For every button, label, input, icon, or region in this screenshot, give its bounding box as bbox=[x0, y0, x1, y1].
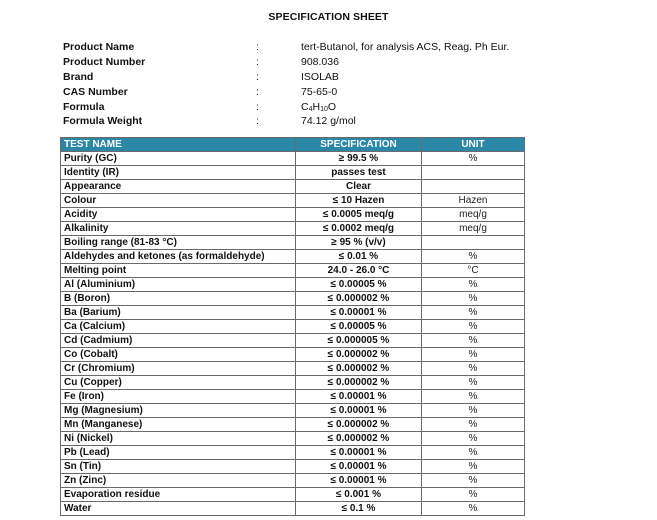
specification-cell: ≤ 0.00005 % bbox=[296, 278, 422, 292]
unit-cell: °C bbox=[422, 264, 525, 278]
table-row bbox=[61, 488, 525, 502]
unit-cell: % bbox=[422, 292, 525, 306]
test-name-cell: Ni (Nickel) bbox=[61, 432, 296, 446]
table-header-row bbox=[61, 138, 525, 152]
test-name-cell: Cd (Cadmium) bbox=[61, 334, 296, 348]
product-name-value: tert-Butanol, for analysis ACS, Reag. Ph Eur. bbox=[301, 41, 510, 54]
unit-cell: % bbox=[422, 334, 525, 348]
unit-cell: % bbox=[422, 418, 525, 432]
table-row bbox=[61, 320, 525, 334]
unit-cell: % bbox=[422, 390, 525, 404]
test-name-cell: Water bbox=[61, 502, 296, 516]
table-row bbox=[61, 474, 525, 488]
info-label: Product Name bbox=[63, 41, 135, 54]
specification-cell: passes test bbox=[296, 166, 422, 180]
unit-cell: % bbox=[422, 278, 525, 292]
test-name-cell: B (Boron) bbox=[61, 292, 296, 306]
specification-cell: Clear bbox=[296, 180, 422, 194]
specification-cell: ≤ 0.000002 % bbox=[296, 348, 422, 362]
test-name-cell: Evaporation residue bbox=[61, 488, 296, 502]
unit-cell: Hazen bbox=[422, 194, 525, 208]
specification-cell: ≤ 0.0002 meq/g bbox=[296, 222, 422, 236]
specification-cell: ≤ 0.00001 % bbox=[296, 446, 422, 460]
column-header-unit: UNIT bbox=[422, 138, 525, 152]
specification-cell: ≤ 0.000002 % bbox=[296, 376, 422, 390]
specification-cell: 24.0 - 26.0 °C bbox=[296, 264, 422, 278]
product-number-row bbox=[63, 55, 509, 70]
specification-cell: ≥ 99.5 % bbox=[296, 152, 422, 166]
info-label: CAS Number bbox=[63, 85, 128, 98]
unit-cell bbox=[422, 236, 525, 250]
unit-cell: % bbox=[422, 152, 525, 166]
column-header-specification: SPECIFICATION bbox=[296, 138, 422, 152]
specification-cell: ≤ 0.0005 meq/g bbox=[296, 208, 422, 222]
formula-subscript: 10 bbox=[320, 105, 328, 113]
cas-number-row bbox=[63, 84, 509, 99]
table-body bbox=[61, 152, 525, 516]
table-row bbox=[61, 250, 525, 264]
info-separator: : bbox=[256, 41, 259, 54]
test-name-cell: Acidity bbox=[61, 208, 296, 222]
table-row bbox=[61, 446, 525, 460]
cas-number-value: 75-65-0 bbox=[301, 85, 338, 98]
brand-row bbox=[63, 70, 509, 85]
document-title: SPECIFICATION SHEET bbox=[268, 11, 389, 23]
test-name-cell: Aldehydes and ketones (as formaldehyde) bbox=[61, 250, 296, 264]
test-name-cell: Al (Aluminium) bbox=[61, 278, 296, 292]
specification-cell: ≤ 0.00001 % bbox=[296, 474, 422, 488]
test-name-cell: Cu (Copper) bbox=[61, 376, 296, 390]
info-label: Product Number bbox=[63, 56, 146, 69]
specification-cell: ≤ 0.00005 % bbox=[296, 320, 422, 334]
unit-cell: % bbox=[422, 376, 525, 390]
formula-part: H bbox=[312, 100, 321, 113]
info-label: Brand bbox=[63, 70, 94, 83]
unit-cell: % bbox=[422, 250, 525, 264]
info-label: Formula Weight bbox=[63, 115, 143, 128]
specification-cell: ≤ 0.000002 % bbox=[296, 432, 422, 446]
table-row bbox=[61, 502, 525, 516]
specification-cell: ≤ 0.000002 % bbox=[296, 418, 422, 432]
product-info bbox=[63, 40, 509, 129]
table-row bbox=[61, 166, 525, 180]
table-row bbox=[61, 460, 525, 474]
specification-cell: ≤ 0.00001 % bbox=[296, 306, 422, 320]
specification-cell: ≤ 0.01 % bbox=[296, 250, 422, 264]
unit-cell bbox=[422, 180, 525, 194]
test-name-cell: Identity (IR) bbox=[61, 166, 296, 180]
product-name-row bbox=[63, 40, 509, 55]
formula-row bbox=[63, 99, 509, 114]
test-name-cell: Alkalinity bbox=[61, 222, 296, 236]
table-row bbox=[61, 194, 525, 208]
table-row bbox=[61, 334, 525, 348]
specification-cell: ≤ 0.001 % bbox=[296, 488, 422, 502]
specification-cell: ≤ 0.000002 % bbox=[296, 362, 422, 376]
table-row bbox=[61, 278, 525, 292]
unit-cell: % bbox=[422, 474, 525, 488]
table-row bbox=[61, 180, 525, 194]
specification-cell: ≤ 0.1 % bbox=[296, 502, 422, 516]
unit-cell: % bbox=[422, 404, 525, 418]
test-name-cell: Mg (Magnesium) bbox=[61, 404, 296, 418]
table-row bbox=[61, 208, 525, 222]
test-name-cell: Zn (Zinc) bbox=[61, 474, 296, 488]
test-name-cell: Co (Cobalt) bbox=[61, 348, 296, 362]
test-name-cell: Melting point bbox=[61, 264, 296, 278]
specification-table bbox=[60, 137, 525, 516]
table-row bbox=[61, 418, 525, 432]
specification-cell: ≤ 0.00001 % bbox=[296, 404, 422, 418]
table-row bbox=[61, 306, 525, 320]
specification-cell: ≤ 0.000002 % bbox=[296, 292, 422, 306]
test-name-cell: Cr (Chromium) bbox=[61, 362, 296, 376]
specification-cell: ≤ 0.00001 % bbox=[296, 390, 422, 404]
brand-value: ISOLAB bbox=[301, 70, 339, 83]
test-name-cell: Mn (Manganese) bbox=[61, 418, 296, 432]
unit-cell bbox=[422, 166, 525, 180]
table-row bbox=[61, 376, 525, 390]
unit-cell: % bbox=[422, 460, 525, 474]
test-name-cell: Ca (Calcium) bbox=[61, 320, 296, 334]
table-row bbox=[61, 264, 525, 278]
info-separator: : bbox=[256, 85, 259, 98]
test-name-cell: Boiling range (81-83 °C) bbox=[61, 236, 296, 250]
formula-subscript: 4 bbox=[308, 105, 313, 113]
unit-cell: % bbox=[422, 446, 525, 460]
formula-weight-value: 74.12 g/mol bbox=[301, 115, 356, 128]
unit-cell: % bbox=[422, 320, 525, 334]
table-row bbox=[61, 432, 525, 446]
product-number-value: 908.036 bbox=[301, 56, 339, 69]
unit-cell: % bbox=[422, 362, 525, 376]
info-separator: : bbox=[256, 100, 259, 113]
table-row bbox=[61, 348, 525, 362]
info-separator: : bbox=[256, 56, 259, 69]
specification-cell: ≤ 0.00001 % bbox=[296, 460, 422, 474]
table-row bbox=[61, 236, 525, 250]
test-name-cell: Fe (Iron) bbox=[61, 390, 296, 404]
table-row bbox=[61, 152, 525, 166]
table-row bbox=[61, 390, 525, 404]
table-row bbox=[61, 222, 525, 236]
formula-part: O bbox=[327, 100, 337, 113]
specification-cell: ≥ 95 % (v/v) bbox=[296, 236, 422, 250]
test-name-cell: Appearance bbox=[61, 180, 296, 194]
unit-cell: meq/g bbox=[422, 208, 525, 222]
info-label: Formula bbox=[63, 100, 105, 113]
unit-cell: % bbox=[422, 432, 525, 446]
test-name-cell: Colour bbox=[61, 194, 296, 208]
unit-cell: % bbox=[422, 488, 525, 502]
table-row bbox=[61, 292, 525, 306]
test-name-cell: Pb (Lead) bbox=[61, 446, 296, 460]
info-separator: : bbox=[256, 70, 259, 83]
table-row bbox=[61, 404, 525, 418]
column-header-test-name: TEST NAME bbox=[61, 138, 296, 152]
unit-cell: % bbox=[422, 348, 525, 362]
unit-cell: % bbox=[422, 306, 525, 320]
test-name-cell: Ba (Barium) bbox=[61, 306, 296, 320]
unit-cell: % bbox=[422, 502, 525, 516]
specification-cell: ≤ 10 Hazen bbox=[296, 194, 422, 208]
formula-weight-row bbox=[63, 114, 509, 129]
test-name-cell: Purity (GC) bbox=[61, 152, 296, 166]
unit-cell: meq/g bbox=[422, 222, 525, 236]
info-separator: : bbox=[256, 115, 259, 128]
specification-cell: ≤ 0.000005 % bbox=[296, 334, 422, 348]
formula-part: C bbox=[301, 100, 309, 113]
table-row bbox=[61, 362, 525, 376]
test-name-cell: Sn (Tin) bbox=[61, 460, 296, 474]
formula-value bbox=[301, 101, 336, 113]
